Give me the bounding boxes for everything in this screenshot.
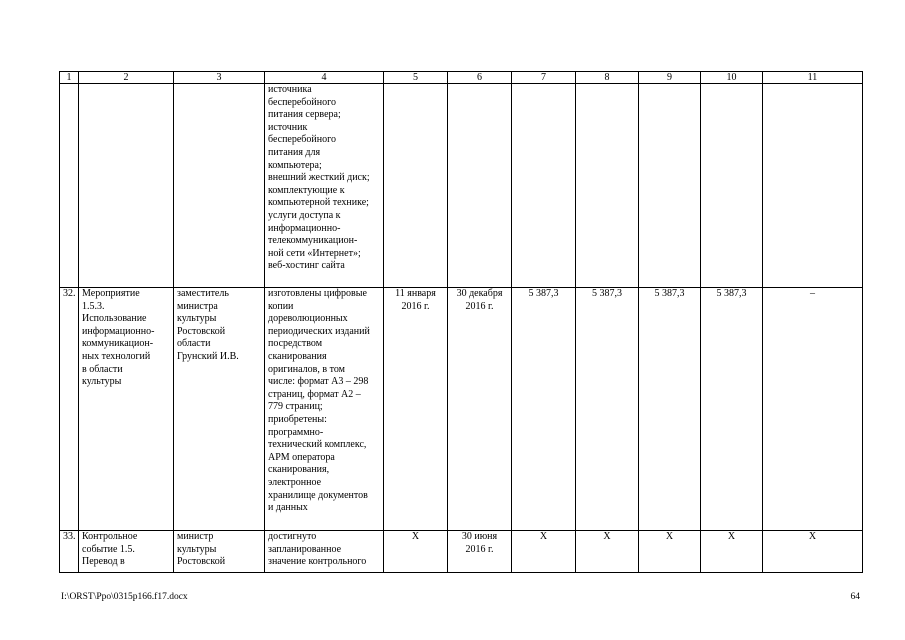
table-cell: [763, 84, 863, 288]
value-cell: Х: [512, 531, 576, 573]
table-row: [60, 288, 863, 531]
header-cell: 9: [639, 72, 701, 84]
header-cell: 3: [174, 72, 265, 84]
column-number-row: [60, 72, 863, 84]
table-row-continued: [60, 84, 863, 288]
header-cell: 10: [701, 72, 763, 84]
header-cell: 8: [576, 72, 639, 84]
row-number: 32.: [60, 288, 79, 531]
end-date-cell: 30 декабря 2016 г.: [448, 288, 512, 531]
value-cell: 5 387,3: [701, 288, 763, 531]
header-cell: 4: [265, 72, 384, 84]
value-cell: Х: [576, 531, 639, 573]
table-row: [60, 531, 863, 573]
header-cell: 2: [79, 72, 174, 84]
page-number: 64: [850, 592, 860, 602]
start-date-cell: 11 января 2016 г.: [384, 288, 448, 531]
header-cell: 6: [448, 72, 512, 84]
plan-table: [59, 71, 863, 573]
result-cell: изготовлены цифровые копии дореволюционных периодических изданий посредством сканирования оригиналов, в том числе: формат А3 – 298 страниц, формат А2 – 779 страниц; приобретены: программно- технический комплекс, АРМ оператора сканирования, электронное хранилище документов и данных: [265, 288, 384, 531]
result-cell: источника бесперебойного питания сервера; источник бесперебойного питания для компьютера; внешний жесткий диск; комплектующие к компьютерной технике; услуги доступа к информационно- телекоммуникацион- ной сети «Интернет»; веб-хостинг сайта: [265, 84, 384, 288]
header-cell: 11: [763, 72, 863, 84]
table-cell: [512, 84, 576, 288]
event-name-cell: Контрольное событие 1.5. Перевод в: [79, 531, 174, 573]
table-cell: [384, 84, 448, 288]
value-cell: Х: [701, 531, 763, 573]
value-cell: –: [763, 288, 863, 531]
value-cell: Х: [763, 531, 863, 573]
value-cell: Х: [639, 531, 701, 573]
table-cell: [448, 84, 512, 288]
table-cell: [701, 84, 763, 288]
table-cell: [576, 84, 639, 288]
responsible-cell: заместитель министра культуры Ростовской области Грунский И.В.: [174, 288, 265, 531]
value-cell: 5 387,3: [576, 288, 639, 531]
result-cell: достигнуто запланированное значение контрольного: [265, 531, 384, 573]
header-cell: 1: [60, 72, 79, 84]
table-cell: [60, 84, 79, 288]
header-cell: 5: [384, 72, 448, 84]
value-cell: 5 387,3: [512, 288, 576, 531]
value-cell: 5 387,3: [639, 288, 701, 531]
file-path-footer: I:\ORST\Ppo\0315p166.f17.docx: [61, 592, 188, 602]
header-cell: 7: [512, 72, 576, 84]
row-number: 33.: [60, 531, 79, 573]
start-date-cell: Х: [384, 531, 448, 573]
event-name-cell: Мероприятие 1.5.3. Использование информационно- коммуникацион- ных технологий в области культуры: [79, 288, 174, 531]
table-cell: [639, 84, 701, 288]
responsible-cell: министр культуры Ростовской: [174, 531, 265, 573]
table-cell: [79, 84, 174, 288]
table-cell: [174, 84, 265, 288]
end-date-cell: 30 июня 2016 г.: [448, 531, 512, 573]
